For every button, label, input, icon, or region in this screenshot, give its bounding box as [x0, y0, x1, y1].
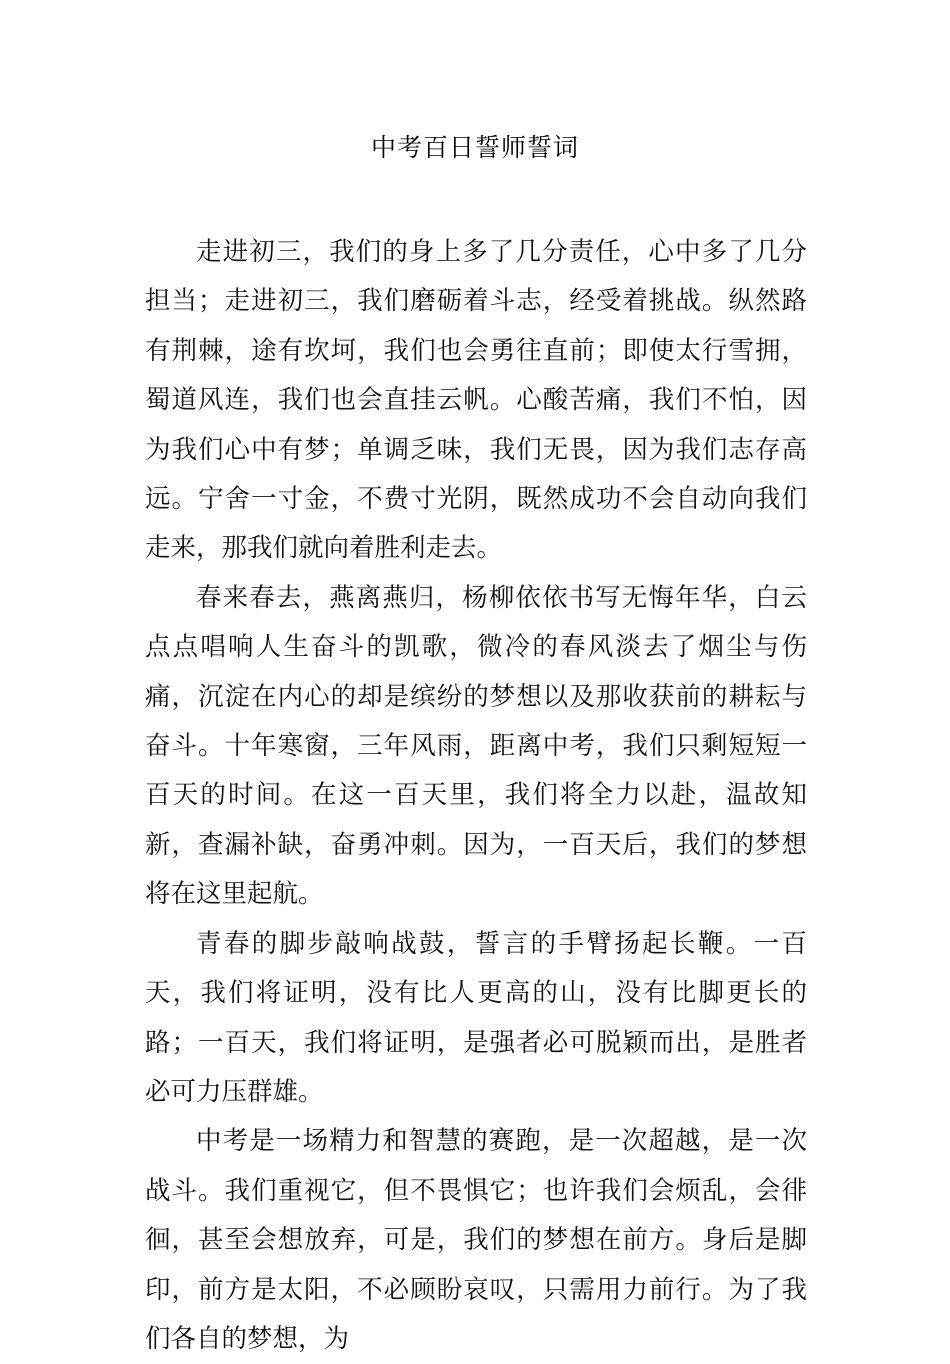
paragraph: 春来春去，燕离燕归，杨柳依依书写无悔年华，白云点点唱响人生奋斗的凯歌，微冷的春风淡去了烟尘与伤痛，沉淀在内心的却是缤纷的梦想以及那收获前的耕耘与奋斗。十年寒窗，三年风雨，距离中考，我们只剩短短一百天的时间。在这一百天里，我们将全力以赴，温故知新，查漏补缺，奋勇冲刺。因为，一百天后，我们的梦想将在这里起航。 — [145, 582, 807, 910]
document-title: 中考百日誓师誓词 — [370, 133, 579, 162]
paragraph: 走进初三，我们的身上多了几分责任，心中多了几分担当；走进初三，我们磨砺着斗志，经受着挑战。纵然路有荆棘，途有坎坷，我们也会勇往直前；即使太行雪拥，蜀道风连，我们也会直挂云帆。心酸苦痛，我们不怕，因为我们心中有梦；单调乏味，我们无畏，因为我们志存高远。宁舍一寸金，不费寸光阴，既然成功不会自动向我们走来，那我们就向着胜利走去。 — [145, 237, 807, 564]
document-body — [145, 228, 807, 1364]
paragraph: 青春的脚步敲响战鼓，誓言的手臂扬起长鞭。一百天，我们将证明，没有比人更高的山，没有比脚更长的路；一百天，我们将证明，是强者必可脱颖而出，是胜者必可力压群雄。 — [145, 928, 807, 1107]
paragraph: 中考是一场精力和智慧的赛跑，是一次超越，是一次战斗。我们重视它，但不畏惧它；也许我们会烦乱，会徘徊，甚至会想放弃，可是，我们的梦想在前方。身后是脚印，前方是太阳，不必顾盼哀叹，只需用力前行。为了我们各自的梦想，为 — [145, 1126, 807, 1354]
